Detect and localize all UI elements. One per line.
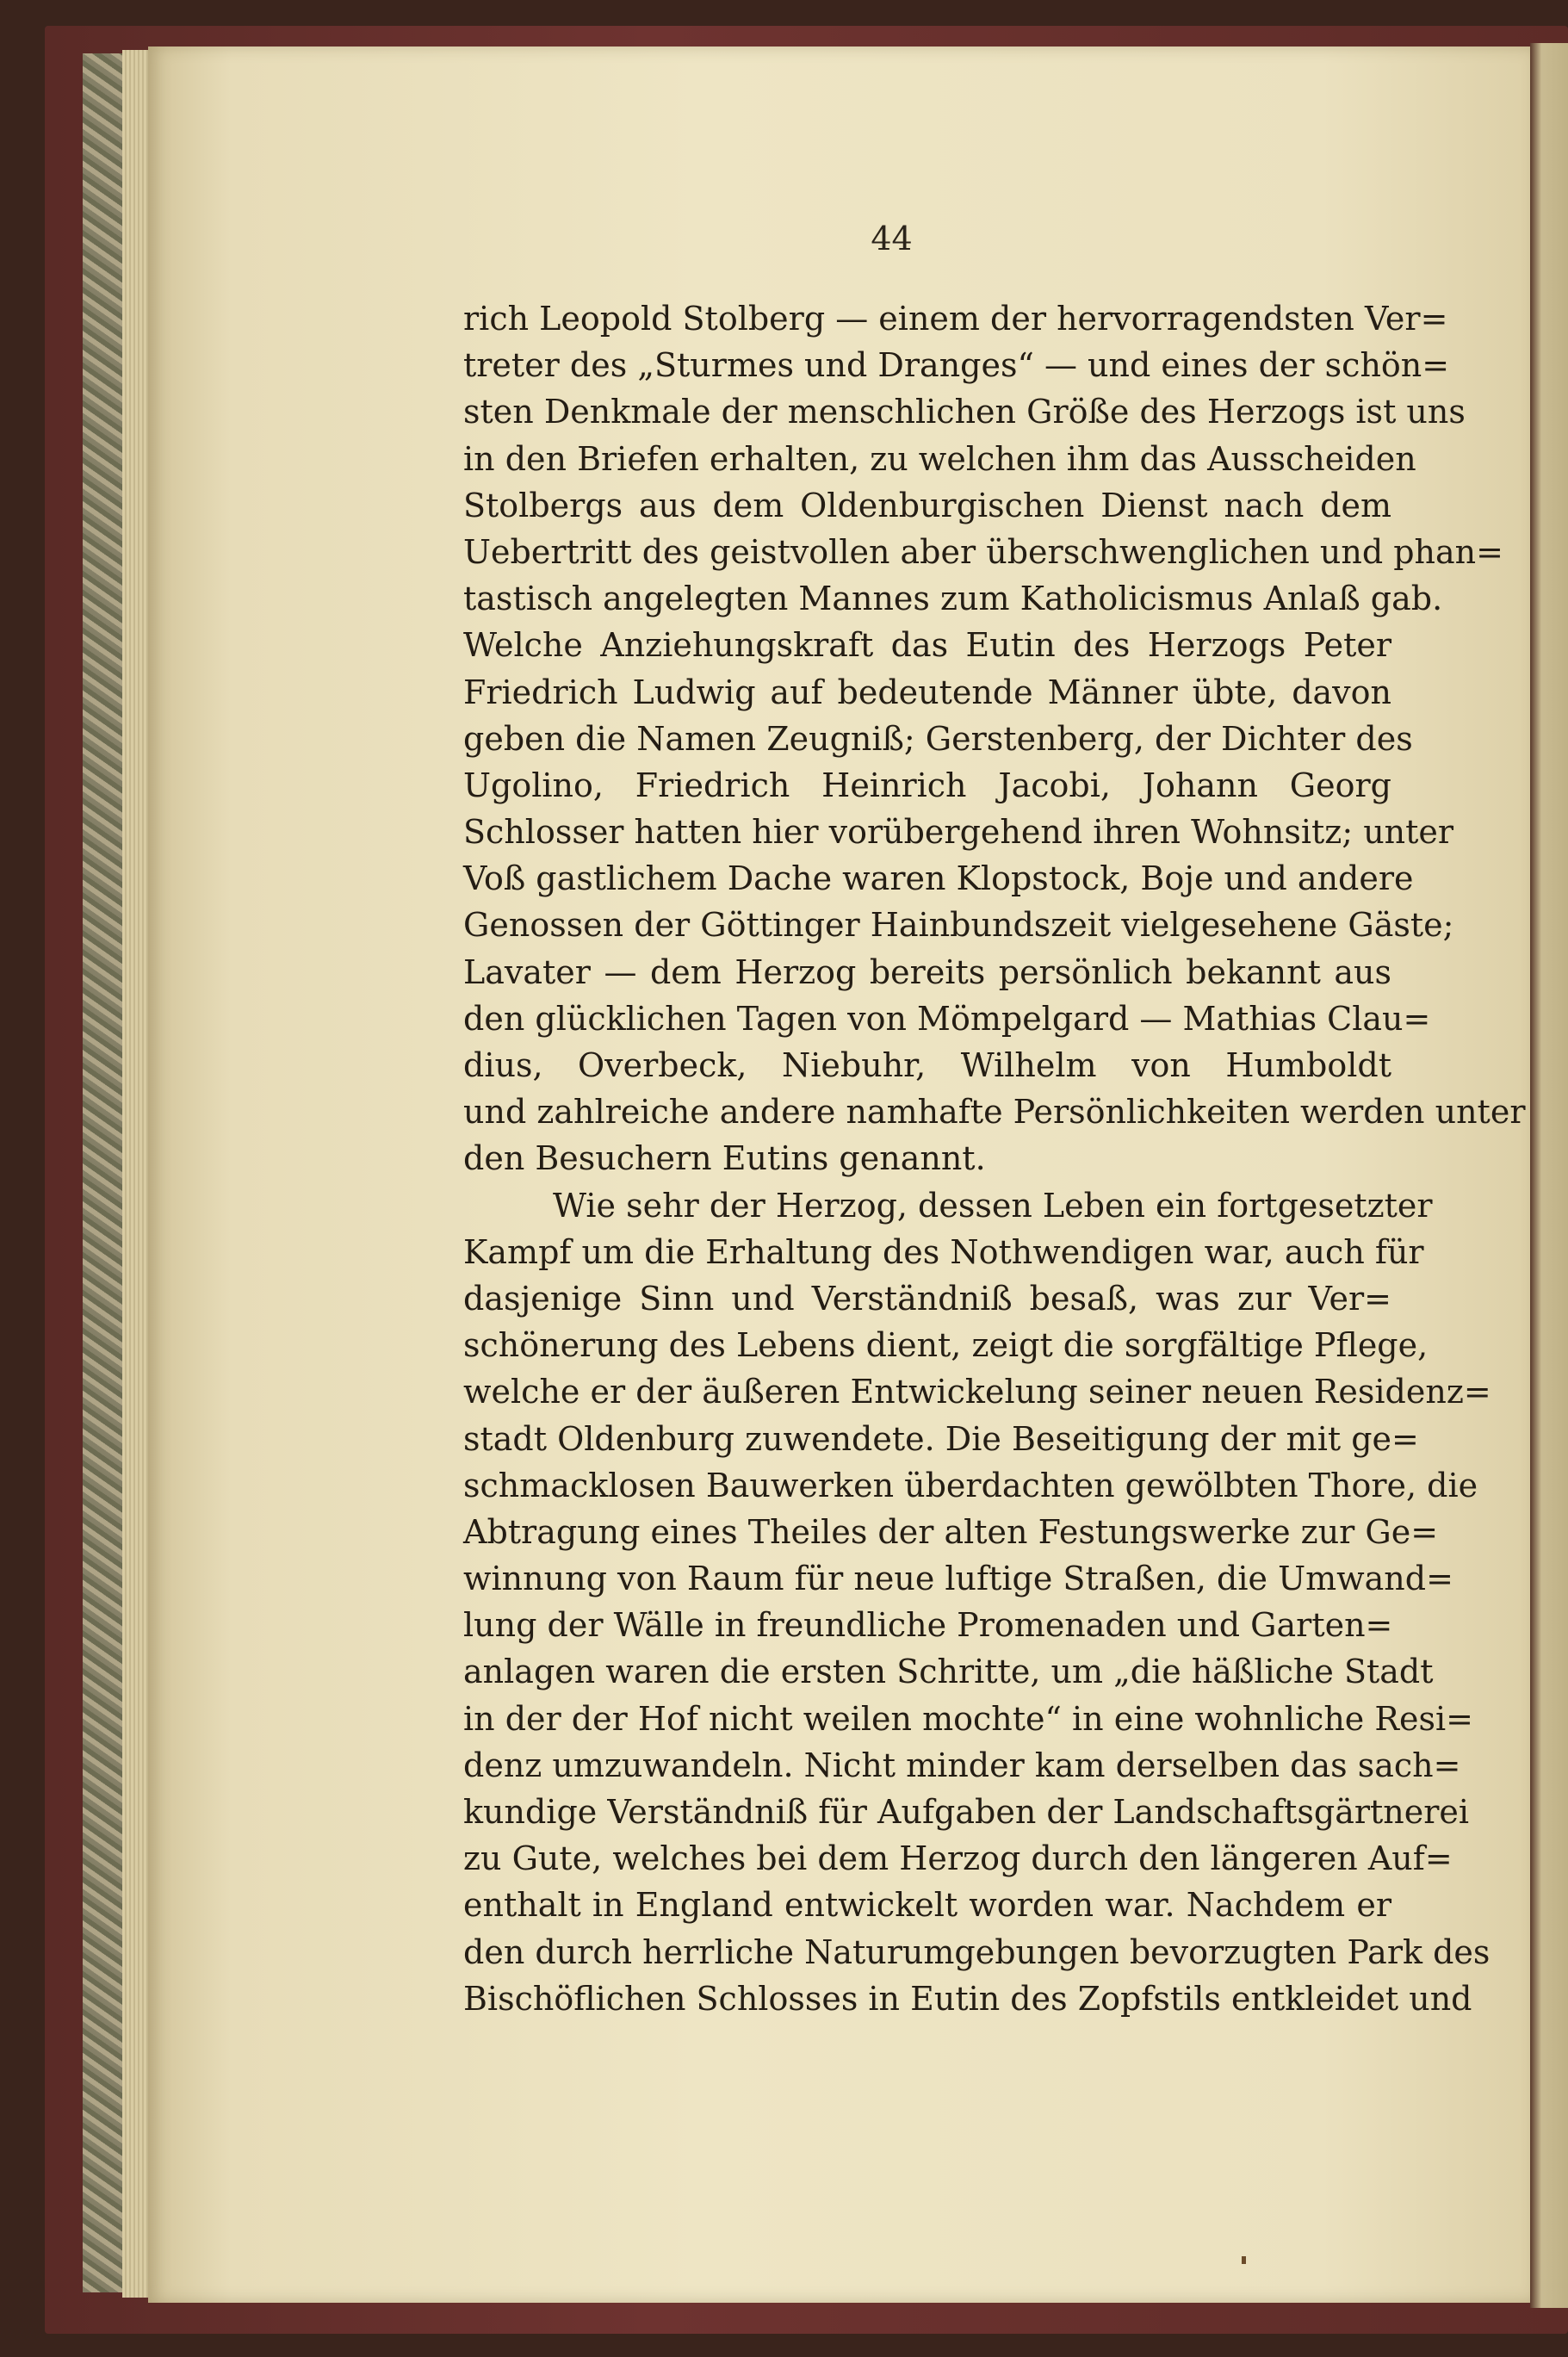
- text-line: sten Denkmale der menschlichen Größe des Herzogs ist uns: [463, 393, 1466, 431]
- text-line: Wie sehr der Herzog, dessen Leben ein fortgesetzter: [553, 1186, 1433, 1225]
- text-line: Uebertritt des geistvollen aber überschwenglichen und phan=: [463, 532, 1503, 571]
- text-line: zu Gute, welches bei dem Herzog durch den längeren Auf=: [463, 1839, 1453, 1878]
- text-line: winnung von Raum für neue luftige Straßen, die Umwand=: [463, 1560, 1453, 1598]
- text-line: Stolbergs aus dem Oldenburgischen Dienst nach dem: [463, 486, 1391, 524]
- text-line: welche er der äußeren Entwickelung seiner neuen Residenz=: [463, 1373, 1491, 1411]
- text-line: lung der Wälle in freundliche Promenaden und Garten=: [463, 1606, 1393, 1645]
- text-line: Friedrich Ludwig auf bedeutende Männer übte, davon: [463, 673, 1391, 711]
- text-line: Welche Anziehungskraft das Eutin des Herzogs Peter: [463, 626, 1391, 665]
- text-line: in den Briefen erhalten, zu welchen ihm das Ausscheiden: [463, 439, 1416, 478]
- text-line: tastisch angelegten Mannes zum Katholicismus Anlaß gab.: [463, 580, 1443, 618]
- text-line: Voß gastlichem Dache waren Klopstock, Boje und andere: [463, 859, 1414, 898]
- text-line: den durch herrliche Naturumgebungen bevorzugten Park des: [463, 1932, 1491, 1971]
- text-line: anlagen waren die ersten Schritte, um „die häßliche Stadt: [463, 1653, 1434, 1691]
- text-line: Lavater — dem Herzog bereits persönlich bekannt aus: [463, 952, 1391, 991]
- text-line: Bischöflichen Schlosses in Eutin des Zopfstils entkleidet und: [463, 1979, 1472, 2018]
- text-line: Schlosser hatten hier vorübergehend ihren Wohnsitz; unter: [463, 813, 1454, 852]
- text-line: den Besuchern Eutins genannt.: [463, 1139, 986, 1178]
- text-line: rich Leopold Stolberg — einem der hervorragendsten Ver=: [463, 300, 1448, 338]
- text-line: treter des „Sturmes und Dranges“ — und eines der schön=: [463, 346, 1450, 385]
- text-line: in der der Hof nicht weilen mochte“ in eine wohnliche Resi=: [463, 1699, 1473, 1738]
- text-line: schönerung des Lebens dient, zeigt die sorgfältige Pflege,: [463, 1326, 1429, 1365]
- text-line: geben die Namen Zeugniß; Gerstenberg, der Dichter des: [463, 719, 1413, 758]
- text-line: Genossen der Göttinger Hainbundszeit vielgesehene Gäste;: [463, 906, 1454, 945]
- text-line: Ugolino, Friedrich Heinrich Jacobi, Johann Georg: [463, 766, 1391, 804]
- text-line: denz umzuwandeln. Nicht minder kam derselben das sach=: [463, 1746, 1461, 1784]
- body-text: [463, 295, 1526, 2022]
- page-stack-edge: [122, 50, 152, 2298]
- text-line: Abtragung eines Theiles der alten Festungswerke zur Ge=: [463, 1512, 1439, 1551]
- text-line: dasjenige Sinn und Verständniß besaß, was zur Ver=: [463, 1279, 1391, 1318]
- text-line: dius, Overbeck, Niebuhr, Wilhelm von Humboldt: [463, 1046, 1391, 1084]
- text-line: Kampf um die Erhaltung des Nothwendigen war, auch für: [463, 1232, 1424, 1271]
- page-number: 44: [871, 220, 913, 257]
- text-line: schmacklosen Bauwerken überdachten gewölbten Thore, die: [463, 1466, 1478, 1504]
- text-line: enthalt in England entwickelt worden war. Nachdem er: [463, 1886, 1391, 1925]
- text-line: stadt Oldenburg zuwendete. Die Beseitigung der mit ge=: [463, 1419, 1419, 1458]
- text-line: und zahlreiche andere namhafte Persönlichkeiten werden unter: [463, 1093, 1526, 1132]
- paper-speck: [1242, 2256, 1246, 2264]
- facing-page-edge: [1530, 43, 1568, 2308]
- marbled-endpaper: [83, 53, 122, 2292]
- text-line: kundige Verständniß für Aufgaben der Landschaftsgärtnerei: [463, 1793, 1470, 1831]
- text-line: den glücklichen Tagen von Mömpelgard — Mathias Clau=: [463, 999, 1431, 1038]
